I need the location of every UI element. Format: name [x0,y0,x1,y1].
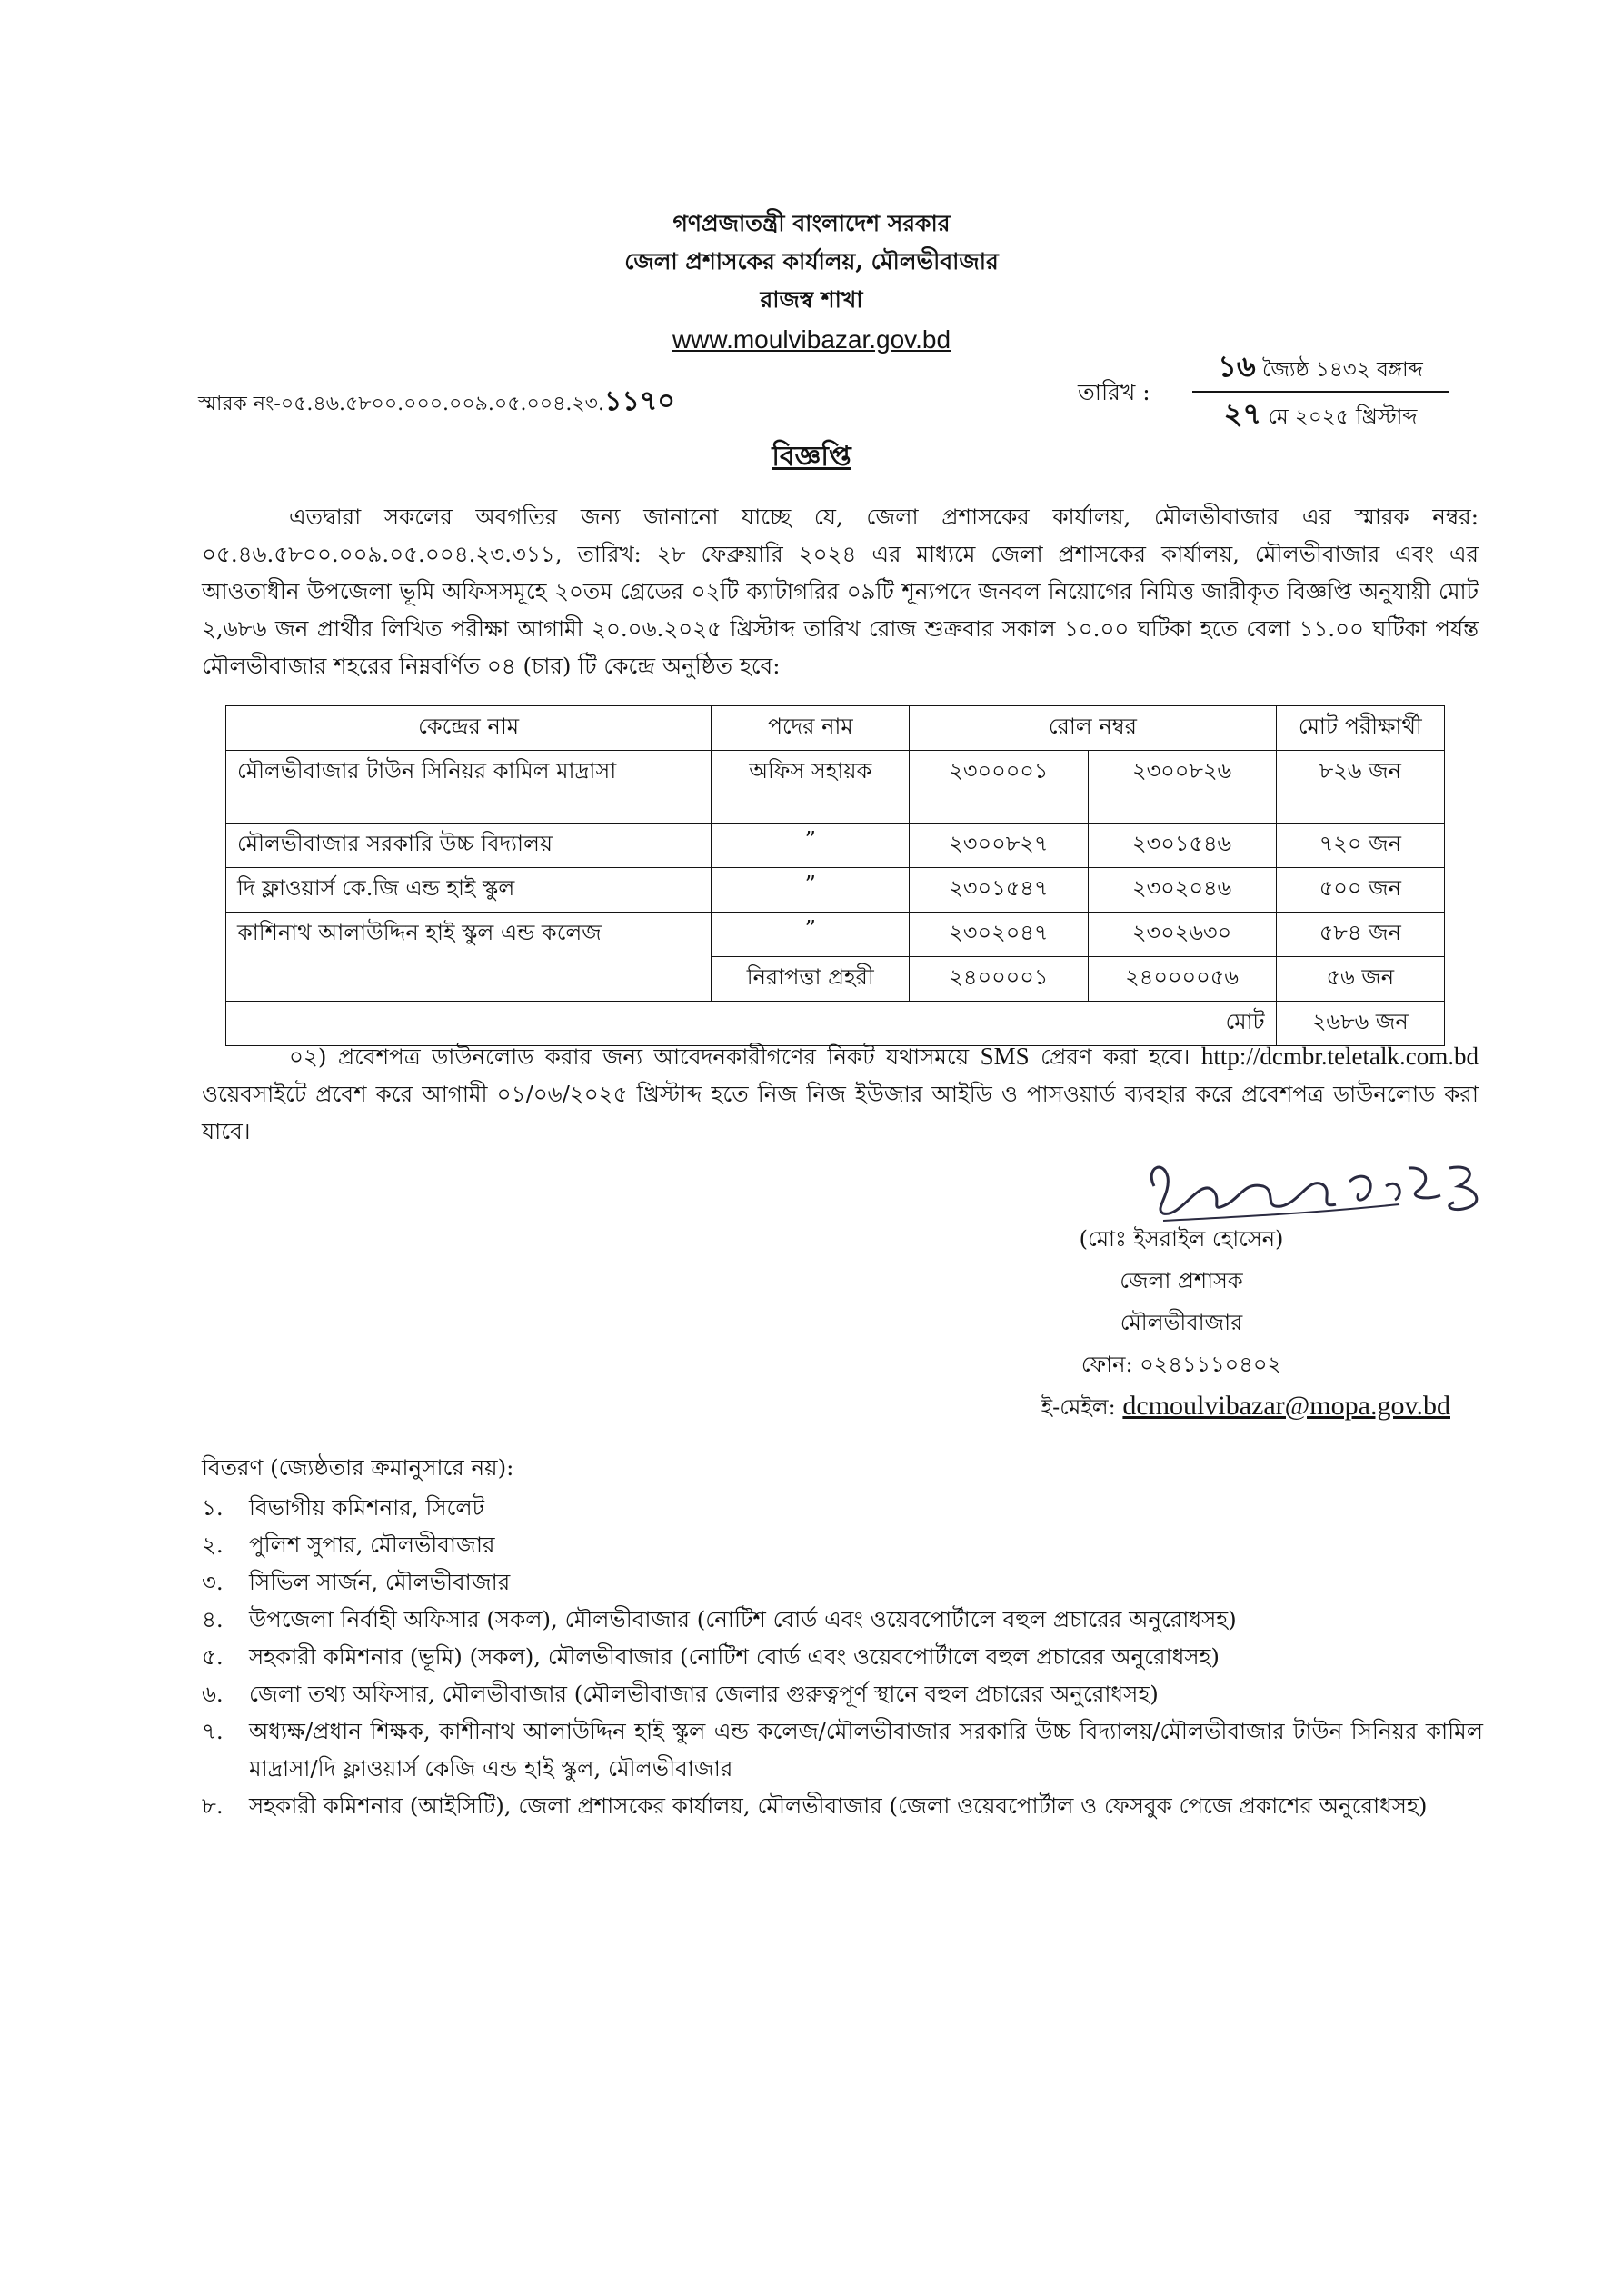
cell-roll-from: ২৩০১৫৪৭ [910,868,1088,913]
memo-handwritten-number: ১১৭০ [603,385,675,417]
cell-total: ৭২০ জন [1276,824,1444,868]
header-center: কেন্দ্রের নাম [226,706,712,751]
cell-post: ” [712,824,910,868]
distribution-list [202,1447,1483,1824]
item-number: ৬. [202,1681,224,1707]
item-text: সহকারী কমিশনার (ভূমি) (সকল), মৌলভীবাজার (নোটিশ বোর্ড এবং ওয়েবপোর্টালে বহুল প্রচারের অনুরোধসহ) [249,1643,1220,1670]
cell-center: কাশিনাথ আলাউদ্দিন হাই স্কুল এন্ড কলেজ [226,913,712,1002]
item-number: ২. [202,1532,224,1558]
header-total: মোট পরীক্ষার্থী [1276,706,1444,751]
cell-post: ” [712,868,910,913]
email-label: ই-মেইল: [1041,1394,1123,1420]
table-row [226,751,1445,824]
distribution-title: বিতরণ (জ্যেষ্ঠতার ক্রমানুসারে নয়): [202,1454,514,1481]
signatory-location: মৌলভীবাজার [1120,1310,1243,1335]
list-item [202,1638,1483,1675]
item-text: জেলা তথ্য অফিসার, মৌলভীবাজার (মৌলভীবাজার জেলার গুরুত্বপূর্ণ স্থানে বহুল প্রচারের অনুরোধসহ) [249,1681,1159,1707]
item-text: সহকারী কমিশনার (আইসিটি), জেলা প্রশাসকের কার্যালয়, মৌলভীবাজার (জেলা ওয়েবপোর্টাল ও ফেসবুক পেজে প্রকাশের অনুরোধসহ) [249,1792,1428,1819]
signatory-name: (মোঃ ইসরাইল হোসেন) [1079,1226,1284,1252]
total-value: ২৬৮৬ জন [1276,1002,1444,1046]
notice-paragraph-2 [202,1038,1479,1150]
paragraph-2-part1: ০২) প্রবেশপত্র ডাউনলোড করার জন্য আবেদনকারীগণের নিকট যথাসময়ে [289,1043,981,1070]
cell-post: নিরাপত্তা প্রহরী [712,957,910,1002]
government-name: গণপ্রজাতন্ত্রী বাংলাদেশ সরকার [672,210,951,236]
cell-total: ৫০০ জন [1276,868,1444,913]
table-row [226,824,1445,868]
signatory-phone: ফোন: ০২৪১১১০৪০২ [1080,1352,1282,1377]
cell-center: দি ফ্লাওয়ার্স কে.জি এন্ড হাই স্কুল [226,868,712,913]
cell-roll-from: ২৩০০০০১ [910,751,1088,824]
paragraph-2-part2: প্রেরণ করা হবে। [1029,1043,1201,1070]
item-number: ১. [202,1494,224,1521]
item-number: ৪. [202,1606,224,1632]
item-text: পুলিশ সুপার, মৌলভীবাজার [249,1532,495,1558]
paragraph-1-text: এতদ্বারা সকলের অবগতির জন্য জানানো যাচ্ছে যে, জেলা প্রশাসকের কার্যালয়, মৌলভীবাজার এর স্মারক নম্বর: ০৫.৪৬.৫৮০০.০০৯.০৫.০০৪.২৩.৩১১, তারিখ: ২৮ ফেব্রুয়ারি ২০২৪ এর মাধ্যমে জেলা প্রশাসকের কার্যালয়, মৌলভীবাজার এবং এর আওতাধীন উপজেলা ভূমি অফিসসমূহে ২০তম গ্রেডের ০২টি ক্যাটাগরির ০৯টি শূন্যপদে জনবল নিয়োগের নিমিত্ত জারীকৃত বিজ্ঞপ্তি অনুযায়ী মোট ২,৬৮৬ জন প্রার্থীর লিখিত পরীক্ষা আগামী ২০.০৬.২০২৫ খ্রিস্টাব্দ তারিখ রোজ শুক্রবার সকাল ১০.০০ ঘটিকা হতে বেলা ১১.০০ ঘটিকা পর্যন্ত মৌলভীবাজার শহরের নিম্নবর্ণিত ০৪ (চার) টি কেন্দ্রে অনুষ্ঠিত হবে: [202,504,1479,679]
notice-title-text: বিজ্ঞপ্তি [772,441,851,473]
notice-paragraph-1 [202,498,1479,684]
list-item [202,1712,1483,1787]
list-item [202,1563,1483,1601]
cell-total: ৫৮৪ জন [1276,913,1444,957]
signatory-designation: জেলা প্রশাসক [1120,1268,1243,1293]
memo-number [198,379,675,425]
table-header-row [226,706,1445,751]
item-number: ৩. [202,1569,224,1595]
english-date-rest: মে ২০২৫ খ্রিস্টাব্দ [1268,405,1418,429]
item-text: অধ্যক্ষ/প্রধান শিক্ষক, কাশীনাথ আলাউদ্দিন হাই স্কুল এন্ড কলেজ/মৌলভীবাজার সরকারি উচ্চ বিদ্যালয়/মৌলভীবাজার টাউন সিনিয়র কামিল মাদ্রাসা/দি ফ্লাওয়ার্স কেজি এন্ড হাই স্কুল, মৌলভীবাজার [249,1718,1483,1782]
list-item [202,1787,1483,1824]
bangla-date [1189,345,1452,391]
teletalk-url-link[interactable]: http://dcmbr.teletalk.com.bd [1200,1043,1479,1070]
letterhead [0,205,1623,361]
bangla-date-day: ১৬ [1218,349,1256,384]
cell-post: অফিস সহায়ক [712,751,910,824]
list-item [202,1601,1483,1638]
notice-title [0,434,1623,481]
item-text: উপজেলা নির্বাহী অফিসার (সকল), মৌলভীবাজার (নোটিশ বোর্ড এবং ওয়েবপোর্টালে বহুল প্রচারের অনুরোধসহ) [249,1606,1237,1632]
cell-roll-to: ২৪০০০০৫৬ [1088,957,1276,1002]
item-number: ৮. [202,1792,224,1819]
list-item [202,1489,1483,1526]
table-row [226,868,1445,913]
paragraph-2-part3: ওয়েবসাইটে প্রবেশ করে আগামী ০১/০৬/২০২৫ খ্রিস্টাব্দ হতে নিজ নিজ ইউজার আইডি ও পাসওয়ার্ড ব্যবহার করে প্রবেশপত্র ডাউনলোড করা যাবে। [202,1081,1479,1144]
header-post: পদের নাম [712,706,910,751]
exam-centers-table [225,705,1445,1046]
english-date [1189,393,1452,438]
header-roll: রোল নম্বর [910,706,1276,751]
cell-total: ৫৬ জন [1276,957,1444,1002]
section-name: রাজস্ব শাখা [760,286,863,313]
distribution-items [202,1489,1483,1824]
list-item [202,1526,1483,1563]
english-date-day: ২৭ [1223,396,1262,431]
date-block [1189,345,1452,438]
cell-center: মৌলভীবাজার সরকারি উচ্চ বিদ্যালয় [226,824,712,868]
cell-roll-from: ২৩০০৮২৭ [910,824,1088,868]
date-label: তারিখ : [1078,379,1150,405]
sms-text: SMS [980,1043,1030,1070]
cell-center: মৌলভীবাজার টাউন সিনিয়র কামিল মাদ্রাসা [226,751,712,824]
item-number: ৭. [202,1718,224,1744]
cell-roll-to: ২৩০২৬৩০ [1088,913,1276,957]
table-row [226,913,1445,957]
cell-roll-to: ২৩০০৮২৬ [1088,751,1276,824]
cell-roll-from: ২৩০২০৪৭ [910,913,1088,957]
website-link[interactable]: www.moulvibazar.gov.bd [672,325,951,354]
cell-roll-from: ২৪০০০০১ [910,957,1088,1002]
cell-total: ৮২৬ জন [1276,751,1444,824]
signature-block [927,1218,1450,1428]
cell-roll-to: ২৩০১৫৪৬ [1088,824,1276,868]
office-name: জেলা প্রশাসকের কার্যালয়, মৌলভীবাজার [624,248,999,275]
list-item [202,1675,1483,1712]
item-text: সিভিল সার্জন, মৌলভীবাজার [249,1569,511,1595]
email-link[interactable]: dcmoulvibazar@mopa.gov.bd [1122,1391,1450,1421]
item-text: বিভাগীয় কমিশনার, সিলেট [249,1494,484,1521]
total-label: মোট [226,1002,1277,1046]
cell-roll-to: ২৩০২০৪৬ [1088,868,1276,913]
memo-prefix: স্মারক নং-০৫.৪৬.৫৮০০.০০০.০০৯.০৫.০০৪.২৩. [198,393,604,415]
bangla-date-rest: জ্যৈষ্ঠ ১৪৩২ বঙ্গাব্দ [1262,358,1423,382]
signatory-email-row [927,1385,1450,1428]
item-number: ৫. [202,1643,224,1670]
cell-post: ” [712,913,910,957]
